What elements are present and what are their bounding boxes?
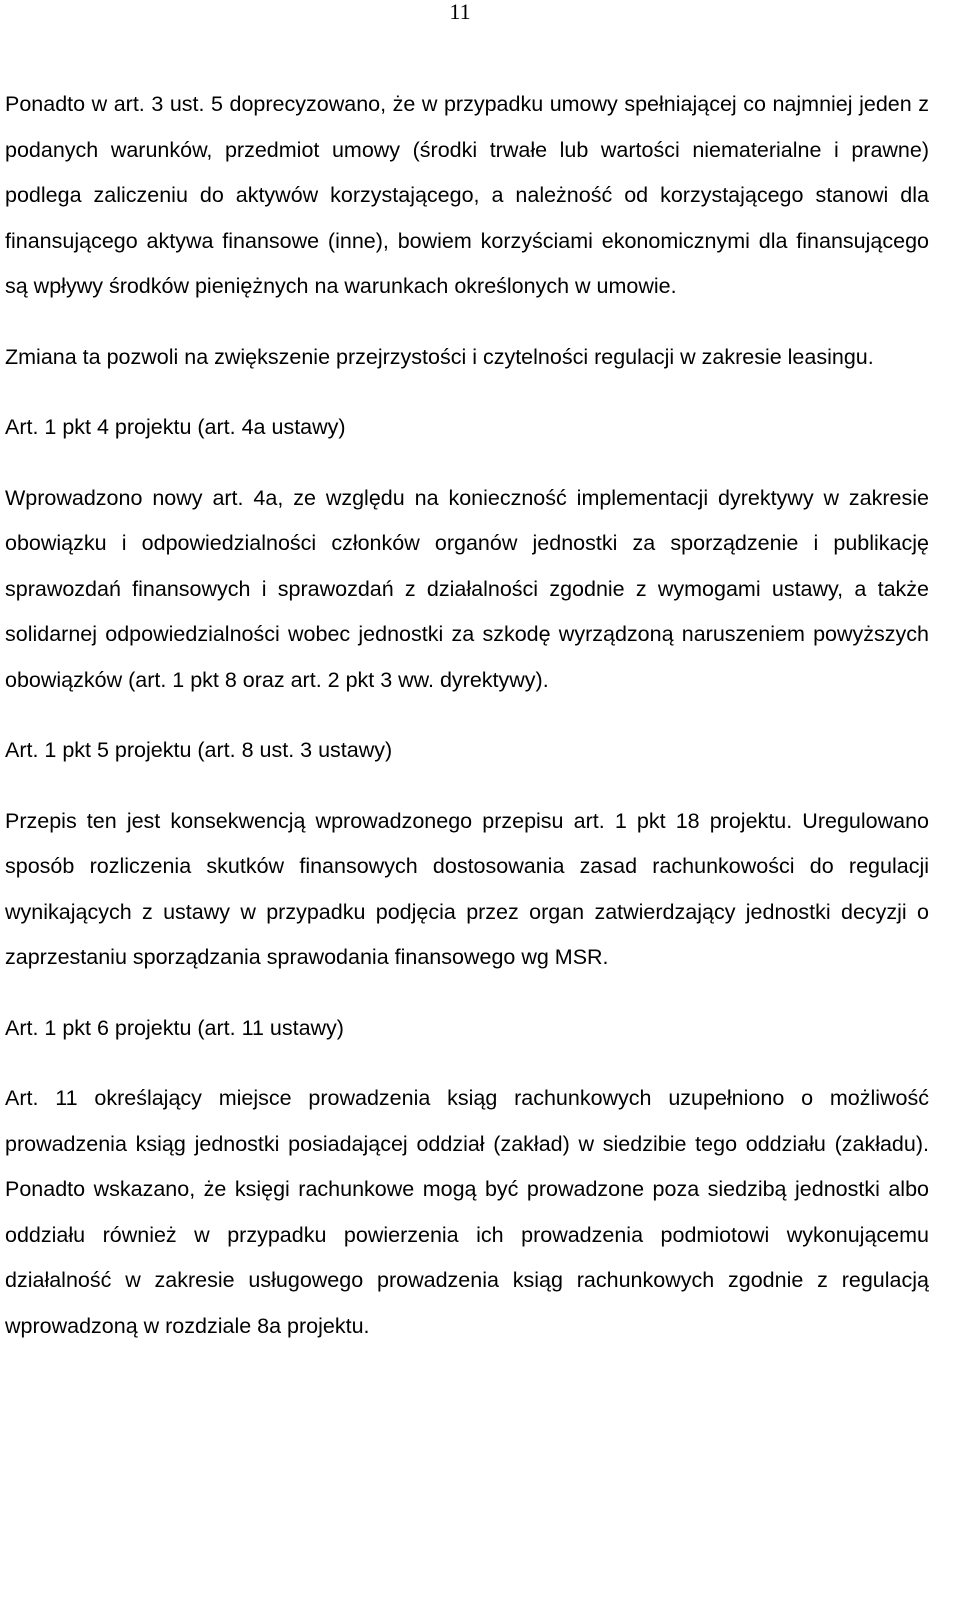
section-heading-art-11: Art. 1 pkt 6 projektu (art. 11 ustawy) <box>5 1015 344 1040</box>
document-body <box>5 82 929 1349</box>
section-heading-art-4a: Art. 1 pkt 4 projektu (art. 4a ustawy) <box>5 415 346 439</box>
paragraph-art-11: Art. 11 określający miejsce prowadzenia ksiąg rachunkowych uzupełniono o możliwość prowadzenia ksiąg jednostki posiadającej oddział (zakład) w siedzibie tego oddziału (zakładu). Ponadto wskazano, że księgi rachunkowe mogą być prowadzone poza siedzibą jednostki albo oddziału również w przypadku powierzenia ich prowadzenia podmiotowi wykonującemu działalność w zakresie usługowego prowadzenia ksiąg rachunkowych zgodnie z regulacją wprowadzoną w rozdziale 8a projektu. <box>5 1086 929 1338</box>
paragraph-art-8: Przepis ten jest konsekwencją wprowadzonego przepisu art. 1 pkt 18 projektu. Uregulowano sposób rozliczenia skutków finansowych dostosowania zasad rachunkowości do regulacji wynikających z ustawy w przypadku podjęcia przez organ zatwierdzający jednostki decyzji o zaprzestaniu sporządzania sprawodania finansowego wg MSR. <box>5 808 929 969</box>
paragraph-leasing-assets: Ponadto w art. 3 ust. 5 doprecyzowano, że w przypadku umowy spełniającej co najmniej jeden z podanych warunków, przedmiot umowy (środki trwałe lub wartości niematerialne i prawne) podlega zaliczeniu do aktywów korzystającego, a należność od korzystającego stanowi dla finansującego aktywa finansowe (inne), bowiem korzyściami ekonomicznymi dla finansującego są wpływy środków pieniężnych na warunkach określonych w umowie. <box>5 92 929 298</box>
section-heading-art-8: Art. 1 pkt 5 projektu (art. 8 ust. 3 ustawy) <box>5 738 393 762</box>
page-number: 11 <box>449 0 471 24</box>
paragraph-leasing-transparency: Zmiana ta pozwoli na zwiększenie przejrzystości i czytelności regulacji w zakresie leasingu. <box>5 344 874 369</box>
paragraph-art-4a: Wprowadzono nowy art. 4a, ze względu na konieczność implementacji dyrektywy w zakresie obowiązku i odpowiedzialności członków organów jednostki za sporządzenie i publikację sprawozdań finansowych i sprawozdań z działalności zgodnie z wymogami ustawy, a także solidarnej odpowiedzialności wobec jednostki za szkodę wyrządzoną naruszeniem powyższych obowiązków (art. 1 pkt 8 oraz art. 2 pkt 3 ww. dyrektywy). <box>5 485 929 692</box>
